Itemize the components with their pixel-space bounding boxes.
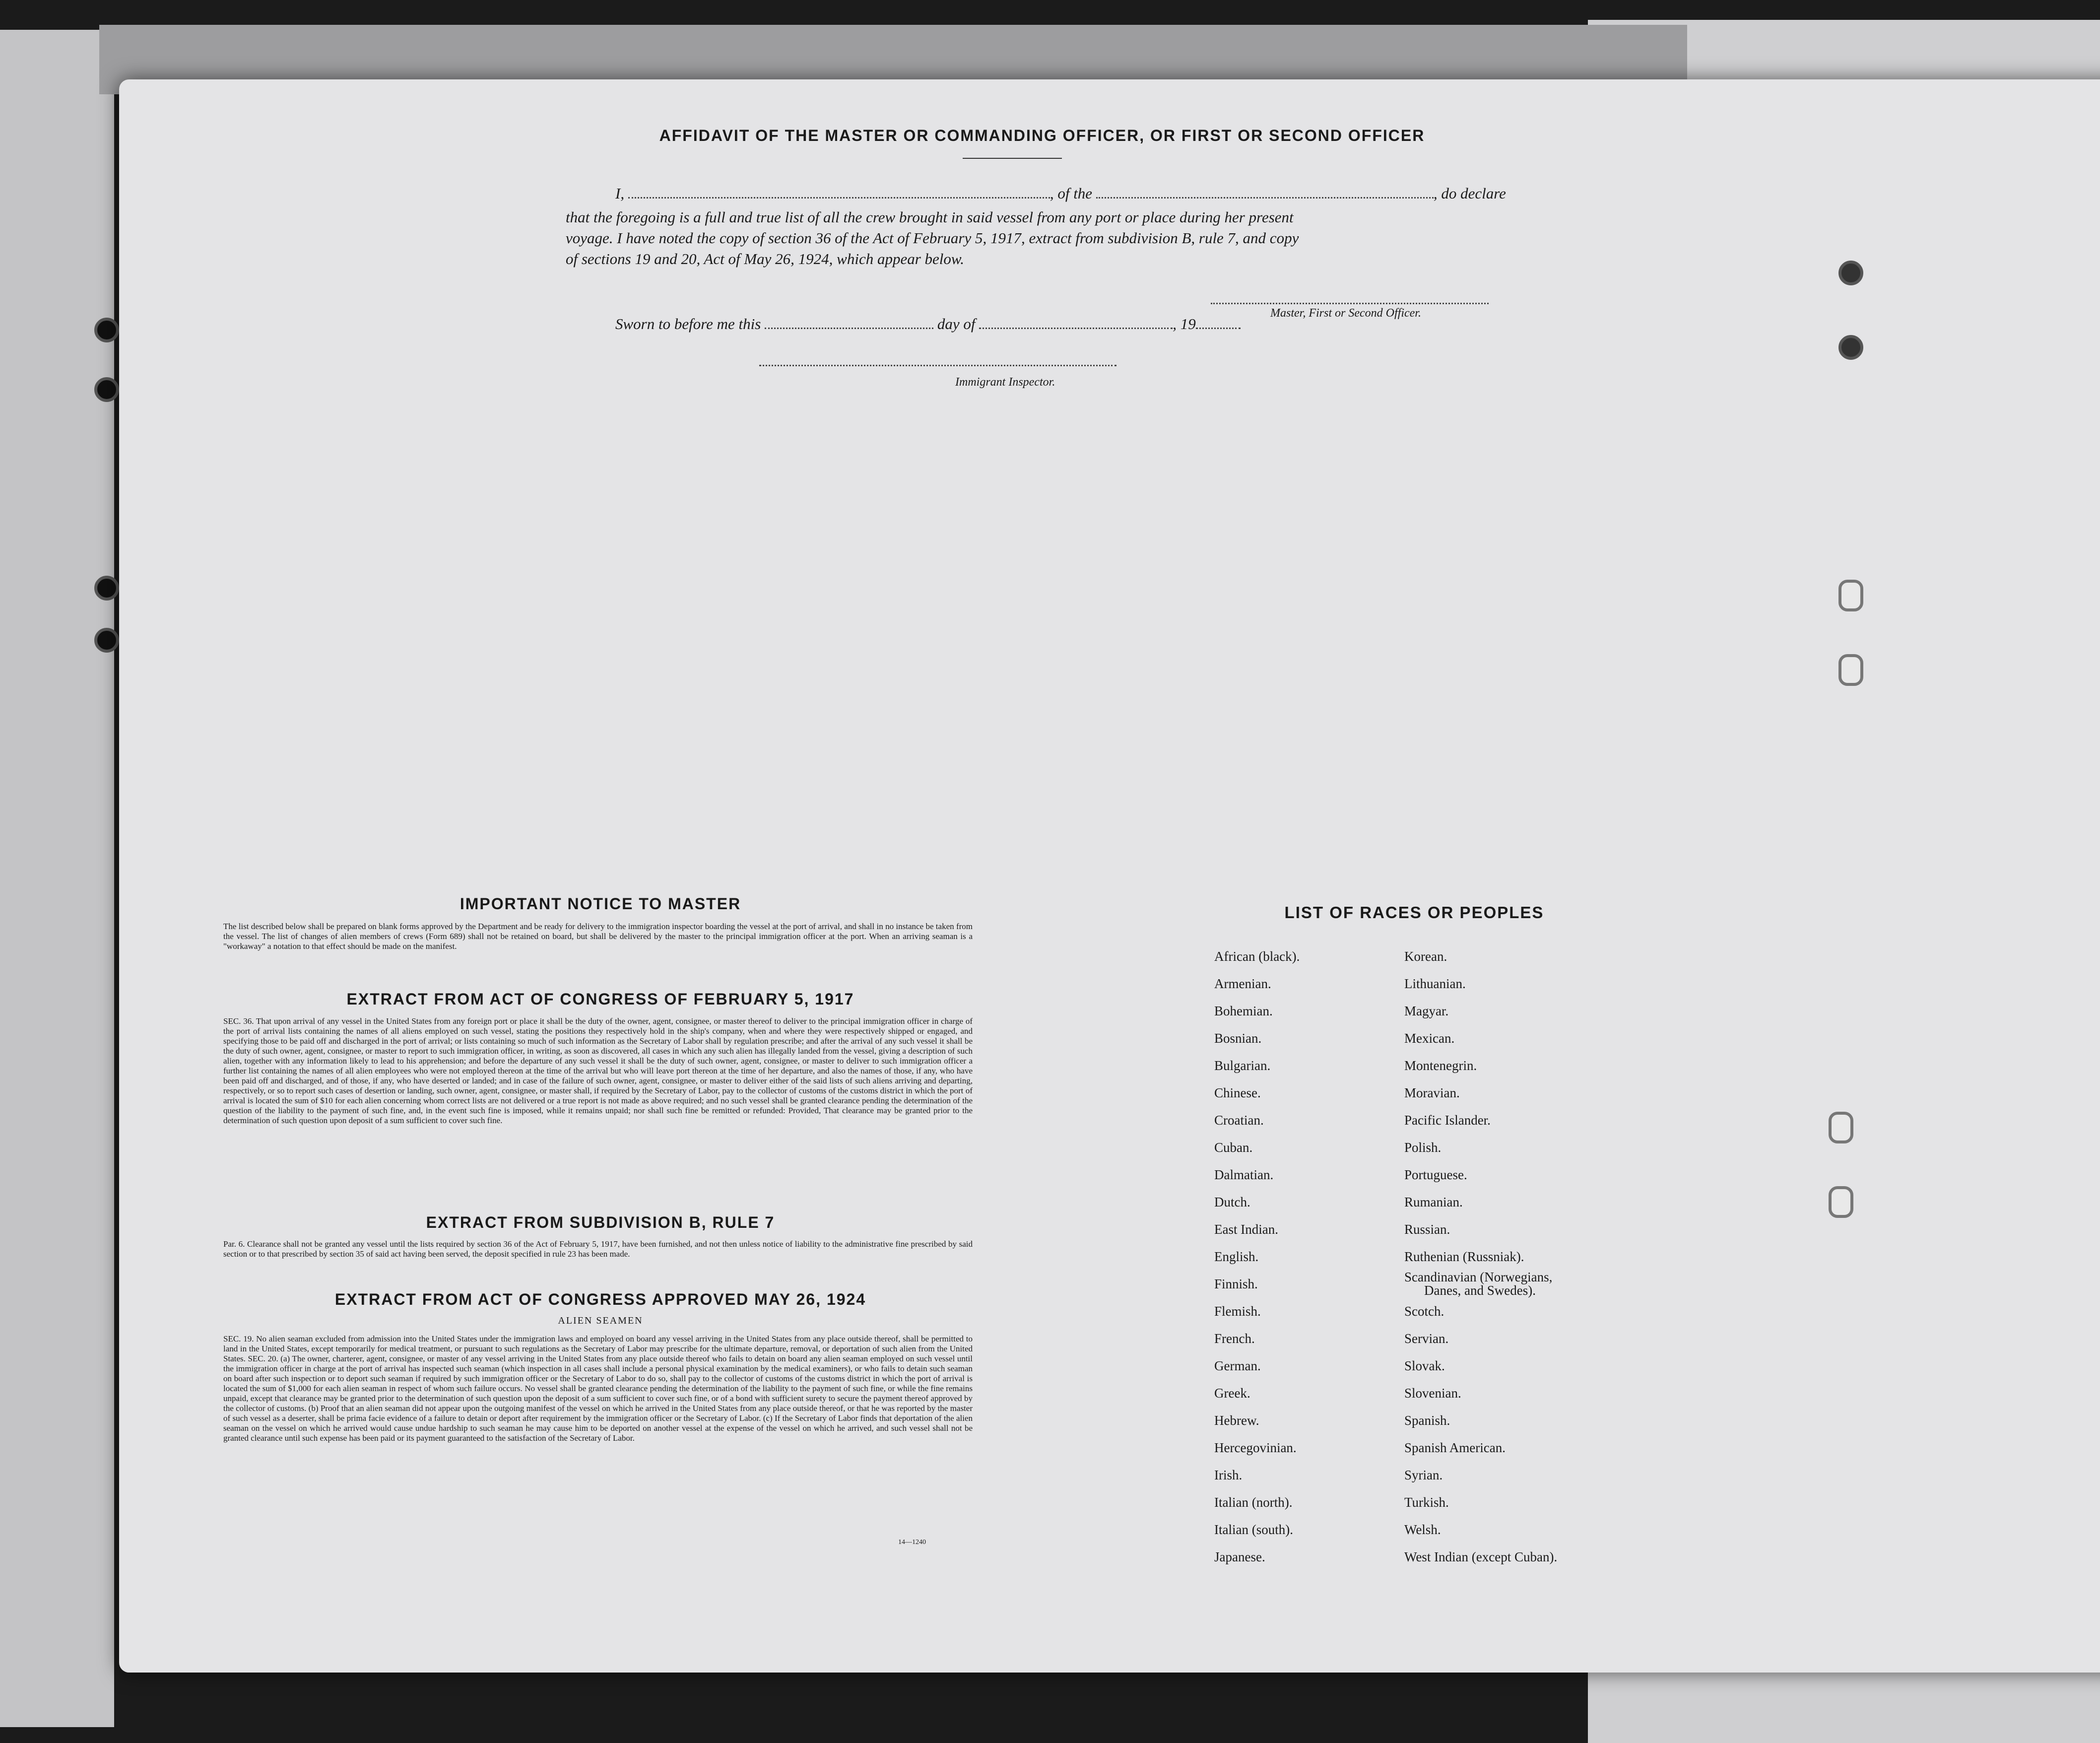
race-item: Bosnian. <box>1214 1031 1262 1046</box>
race-item: Spanish American. <box>1404 1440 1506 1455</box>
race-item: Magyar. <box>1404 1004 1449 1018</box>
races-column-1 <box>1214 943 1300 1571</box>
extract-1917-body: SEC. 36. That upon arrival of any vessel in the United States from any foreign port or place it shall be the duty of the owner, agent, consignee, or master thereof to deliver to the principal immigration officer in charge of the port of arrival lists containing the names of all aliens employed on such vessel, stating the positions they respectively hold in the ship's company, when and where they were respectively shipped or engaged, and specifying those to be paid off and discharged in the port of arrival; or lists containing so much of such information as the Secretary of Labor shall by regulation prescribe; and after the arrival of any such vessel it shall be the duty of such owner, agent, consignee, or master to report to such immigration officer, in writing, as soon as discovered, all cases in which any such alien has illegally landed from the vessel, giving a description of such alien, together with any information likely to lead to his apprehension; and before the departure of any such vessel it shall be the duty of such owner, agent, consignee, or master to deliver to such immigration officer a further list containing the names of all alien employees who were not employed thereon at the time of the arrival but who will leave port thereon at the time of her departure, and also the names of those, if any, who have been paid off and discharged, and of those, if any, who have deserted or landed; and in case of the failure of such owner, agent, consignee, or master to deliver either of the said lists of such aliens arriving and departing, respectively, or so to report such cases of desertion or landing, such owner, agent, consignee, or master shall, if required by the Secretary of Labor, pay to the collector of customs of the customs district in which the port of arrival is located the sum of $10 for each alien concerning whom correct lists are not delivered or a true report is not made as above required; and no such vessel shall be granted clearance pending the determination of the question of the liability to the payment of such fine, and, in the event such fine is imposed, while it remains unpaid; nor shall such fine be remitted or refunded: Provided, That clearance may be granted prior to the determination of such question upon deposit of a sum sufficient to cover such fine. <box>223 1016 973 1125</box>
binder-ring <box>1829 1186 1853 1218</box>
i-label: I, <box>615 185 625 202</box>
race-item: Flemish. <box>1214 1304 1261 1319</box>
race-item: Spanish. <box>1404 1413 1450 1428</box>
race-item: Japanese. <box>1214 1549 1265 1564</box>
race-item: Lithuanian. <box>1404 976 1466 991</box>
race-item: Italian (north). <box>1214 1495 1293 1510</box>
race-item: Ruthenian (Russniak). <box>1404 1249 1524 1264</box>
race-item: Mexican. <box>1404 1031 1455 1046</box>
binder-hole <box>94 628 119 653</box>
binder-ring <box>1838 580 1863 611</box>
vessel-field <box>1096 197 1434 199</box>
do-declare-label: , do declare <box>1433 185 1506 202</box>
race-item: Scotch. <box>1404 1304 1444 1319</box>
binder-ring <box>1829 1112 1853 1143</box>
name-field <box>628 197 1050 199</box>
race-item: Slovenian. <box>1404 1386 1461 1401</box>
race-item: Pacific Islander. <box>1404 1113 1491 1128</box>
race-item: Rumanian. <box>1404 1195 1463 1209</box>
year-label: , 19 <box>1173 315 1196 333</box>
races-column-2 <box>1404 943 1557 1571</box>
affidavit-body-2: voyage. I have noted the copy of section 36 of the Act of February 5, 1917, extract from subdivision B, rule 7, and copy <box>566 229 1299 247</box>
notice-title: IMPORTANT NOTICE TO MASTER <box>459 895 741 913</box>
binder-hole <box>94 318 119 342</box>
declaration-line <box>615 185 1506 202</box>
race-item: Bohemian. <box>1214 1004 1273 1018</box>
race-item: Welsh. <box>1404 1522 1441 1537</box>
race-item: English. <box>1214 1249 1259 1264</box>
race-item: Chinese. <box>1214 1085 1261 1100</box>
sworn-year-field <box>1196 328 1241 329</box>
sworn-month-field <box>979 328 1173 329</box>
races-title: LIST OF RACES OR PEOPLES <box>1284 903 1544 922</box>
race-item: Armenian. <box>1214 976 1271 991</box>
binder-hole <box>1838 261 1863 285</box>
alien-seamen-subtitle: ALIEN SEAMEN <box>558 1315 643 1326</box>
title-rule <box>963 158 1062 159</box>
extract-1924-body: SEC. 19. No alien seaman excluded from admission into the United States under the immigration laws and employed on board any vessel arriving in the United States from any place outside thereof, shall be permitted to land in the United States, except temporarily for medical treatment, or pursuant to such regulations as the Secretary of Labor may prescribe for the ultimate departure, removal, or deportation of such alien from the United States. SEC. 20. (a) The owner, charterer, agent, consignee, or master of any vessel arriving in the United States from any place outside thereof who fails to detain on board any alien seaman employed on such vessel until the immigration officer in charge at the port of arrival has inspected such seaman (which inspection in all cases shall include a personal physical examination by the medical examiners), or who fails to detain such seaman on board after such inspection or to deport such seaman if required by such immigration officer or the Secretary of Labor to do so, shall pay to the collector of customs of the customs district in which the port of arrival is located the sum of $1,000 for each alien seaman in respect of whom such failure occurs. No vessel shall be granted clearance pending the determination of the liability to the payment of such fine, or while the fine remains unpaid, except that clearance may be granted prior to the determination of such question upon the deposit of a sum sufficient to cover such fine, or of a bond with sufficient surety to secure the payment thereof approved by the collector of customs. (b) Proof that an alien seaman did not appear upon the outgoing manifest of the vessel on which he arrived in the United States from any place outside thereof, or that he was reported by the master of such vessel as a deserter, shall be prima facie evidence of a failure to detain or deport after requirement by the immigration officer or the Secretary of Labor. (c) If the Secretary of Labor finds that deportation of the alien seaman on the vessel on which he arrived would cause undue hardship to such seaman he may cause him to be deported on another vessel at the expense of the vessel on which he arrived, and such vessel shall not be granted clearance until such expense has been paid or its payment guaranteed to the satisfaction of the Secretary of Labor. <box>223 1334 973 1443</box>
binder-hole <box>94 377 119 402</box>
race-item: Slovak. <box>1404 1358 1445 1373</box>
race-item: Portuguese. <box>1404 1167 1467 1182</box>
affidavit-title: AFFIDAVIT OF THE MASTER OR COMMANDING OFFICER, OR FIRST OR SECOND OFFICER <box>659 127 1425 144</box>
inspector-label: Immigrant Inspector. <box>955 376 1055 389</box>
affidavit-body-1: that the foregoing is a full and true list of all the crew brought in said vessel from any port or place during her present <box>566 208 1294 226</box>
form-number: 14—1240 <box>898 1539 926 1546</box>
race-item: Bulgarian. <box>1214 1058 1271 1073</box>
binder-hole <box>1838 335 1863 360</box>
race-item: Montenegrin. <box>1404 1058 1477 1073</box>
sworn-line <box>615 315 1241 333</box>
race-item: French. <box>1214 1331 1255 1346</box>
notice-body: The list described below shall be prepared on blank forms approved by the Department and be ready for delivery to the immigration inspector boarding the vessel at the port of arrival, and shall in no instance be taken from the vessel. The list of changes of alien members of crews (Form 689) shall not be retained on board, but shall be delivered by the master to the principal immigration officer at the port. When an arriving seaman is a "workaway" a notation to that effect should be made on the manifest. <box>223 922 973 951</box>
race-item: Turkish. <box>1404 1495 1449 1510</box>
race-item-scandinavian: Scandinavian (Norwegians, <box>1404 1270 1553 1284</box>
race-item: Finnish. <box>1214 1276 1258 1291</box>
race-item-scandinavian-cont: Danes, and Swedes). <box>1424 1283 1536 1298</box>
race-item: Polish. <box>1404 1140 1442 1155</box>
race-item: German. <box>1214 1358 1261 1373</box>
race-item: Greek. <box>1214 1386 1250 1401</box>
race-item: Dalmatian. <box>1214 1167 1274 1182</box>
race-item: West Indian (except Cuban). <box>1404 1549 1558 1564</box>
race-item: Hercegovinian. <box>1214 1440 1297 1455</box>
binder-ring <box>1838 654 1863 686</box>
race-item: Syrian. <box>1404 1468 1443 1482</box>
race-item: Servian. <box>1404 1331 1449 1346</box>
race-item: African (black). <box>1214 949 1300 964</box>
inspector-signature-line <box>759 365 1116 366</box>
race-item: Korean. <box>1404 949 1447 964</box>
sworn-day-field <box>765 328 933 329</box>
race-item: Italian (south). <box>1214 1522 1293 1537</box>
race-item: Irish. <box>1214 1468 1243 1482</box>
race-item: Cuban. <box>1214 1140 1253 1155</box>
race-item: Moravian. <box>1404 1085 1460 1100</box>
master-signature-line <box>1211 303 1489 304</box>
race-item <box>1404 1271 1557 1298</box>
affidavit-body-3: of sections 19 and 20, Act of May 26, 1924, which appear below. <box>566 250 965 268</box>
master-signature-label: Master, First or Second Officer. <box>1270 307 1421 320</box>
binder-hole <box>94 576 119 601</box>
extract-1924-title: EXTRACT FROM ACT OF CONGRESS APPROVED MAY 26, 1924 <box>334 1290 866 1308</box>
race-item: Hebrew. <box>1214 1413 1259 1428</box>
rule-7-body: Par. 6. Clearance shall not be granted any vessel until the lists required by section 36 of the Act of February 5, 1917, have been furnished, and not then unless notice of liability to the administrative fine prescribed by said section or to that prescribed by section 35 of said act having been served, the deposit specified in rule 23 has been made. <box>223 1239 973 1259</box>
day-of-label: day of <box>937 315 976 333</box>
extract-1917-title: EXTRACT FROM ACT OF CONGRESS OF FEBRUARY 5, 1917 <box>346 990 854 1008</box>
left-back-page <box>0 30 114 1727</box>
sworn-label: Sworn to before me this <box>615 315 761 333</box>
race-item: Croatian. <box>1214 1113 1264 1128</box>
race-item: Russian. <box>1404 1222 1450 1237</box>
of-the-label: , of the <box>1050 185 1093 202</box>
rule-7-title: EXTRACT FROM SUBDIVISION B, RULE 7 <box>426 1213 775 1231</box>
race-item: East Indian. <box>1214 1222 1278 1237</box>
race-item: Dutch. <box>1214 1195 1250 1209</box>
